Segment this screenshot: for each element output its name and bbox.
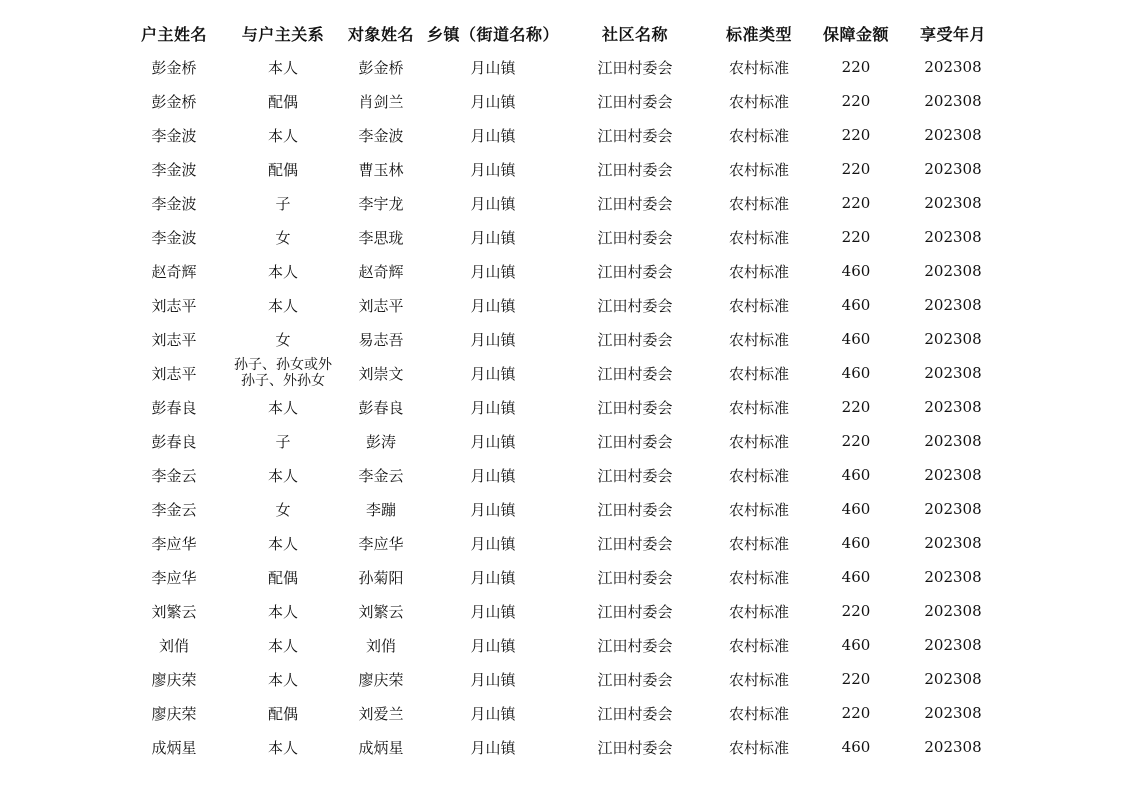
township-cell: 月山镇 bbox=[470, 398, 516, 417]
relationship-cell: 本人 bbox=[267, 126, 298, 145]
recipient-name-cell: 刘志平 bbox=[358, 296, 404, 315]
relationship-cell: 本人 bbox=[267, 602, 298, 621]
township-cell: 月山镇 bbox=[470, 466, 516, 485]
period-cell: 202308 bbox=[924, 432, 982, 450]
table-row bbox=[118, 220, 1002, 254]
township-cell: 月山镇 bbox=[470, 330, 516, 349]
householder-name-cell: 李金波 bbox=[151, 160, 197, 179]
standard-type-cell: 农村标准 bbox=[728, 296, 789, 315]
table-row bbox=[118, 560, 1002, 594]
table-row bbox=[118, 288, 1002, 322]
table-row bbox=[118, 526, 1002, 560]
header-recipient-name: 对象姓名 bbox=[347, 24, 414, 44]
period-cell: 202308 bbox=[924, 568, 982, 586]
relationship-cell: 配偶 bbox=[267, 160, 298, 179]
standard-type-cell: 农村标准 bbox=[728, 568, 789, 587]
standard-type-cell: 农村标准 bbox=[728, 330, 789, 349]
householder-name-cell: 彭金桥 bbox=[151, 58, 197, 77]
standard-type-cell: 农村标准 bbox=[728, 704, 789, 723]
township-cell: 月山镇 bbox=[470, 364, 516, 383]
householder-name-cell: 李金波 bbox=[151, 228, 197, 247]
period-cell: 202308 bbox=[924, 262, 982, 280]
township-cell: 月山镇 bbox=[470, 296, 516, 315]
period-cell: 202308 bbox=[924, 704, 982, 722]
amount-cell: 220 bbox=[841, 670, 871, 688]
recipient-name-cell: 廖庆荣 bbox=[358, 670, 404, 689]
township-cell: 月山镇 bbox=[470, 534, 516, 553]
community-cell: 江田村委会 bbox=[597, 602, 673, 621]
amount-cell: 460 bbox=[841, 534, 871, 552]
amount-cell: 460 bbox=[841, 364, 871, 382]
township-cell: 月山镇 bbox=[470, 262, 516, 281]
period-cell: 202308 bbox=[924, 670, 982, 688]
standard-type-cell: 农村标准 bbox=[728, 636, 789, 655]
period-cell: 202308 bbox=[924, 194, 982, 212]
relationship-cell: 子 bbox=[275, 432, 291, 451]
table-row bbox=[118, 390, 1002, 424]
recipient-name-cell: 李金云 bbox=[358, 466, 404, 485]
standard-type-cell: 农村标准 bbox=[728, 262, 789, 281]
community-cell: 江田村委会 bbox=[597, 160, 673, 179]
community-cell: 江田村委会 bbox=[597, 58, 673, 77]
community-cell: 江田村委会 bbox=[597, 568, 673, 587]
relationship-cell: 本人 bbox=[267, 58, 298, 77]
period-cell: 202308 bbox=[924, 296, 982, 314]
amount-cell: 220 bbox=[841, 398, 871, 416]
recipient-name-cell: 赵奇辉 bbox=[358, 262, 404, 281]
recipient-name-cell: 李应华 bbox=[358, 534, 404, 553]
householder-name-cell: 李金波 bbox=[151, 194, 197, 213]
table-row bbox=[118, 118, 1002, 152]
township-cell: 月山镇 bbox=[470, 432, 516, 451]
standard-type-cell: 农村标准 bbox=[728, 602, 789, 621]
relationship-cell: 本人 bbox=[267, 534, 298, 553]
township-cell: 月山镇 bbox=[470, 636, 516, 655]
relationship-cell: 本人 bbox=[267, 466, 298, 485]
table-row bbox=[118, 594, 1002, 628]
householder-name-cell: 李金云 bbox=[151, 466, 197, 485]
community-cell: 江田村委会 bbox=[597, 92, 673, 111]
table-row bbox=[118, 254, 1002, 288]
table-row bbox=[118, 84, 1002, 118]
amount-cell: 220 bbox=[841, 92, 871, 110]
community-cell: 江田村委会 bbox=[597, 738, 673, 757]
period-cell: 202308 bbox=[924, 534, 982, 552]
amount-cell: 220 bbox=[841, 126, 871, 144]
period-cell: 202308 bbox=[924, 398, 982, 416]
township-cell: 月山镇 bbox=[470, 704, 516, 723]
householder-name-cell: 刘志平 bbox=[151, 330, 197, 349]
standard-type-cell: 农村标准 bbox=[728, 364, 789, 383]
period-cell: 202308 bbox=[924, 602, 982, 620]
recipient-name-cell: 孙菊阳 bbox=[358, 568, 404, 587]
householder-name-cell: 李金波 bbox=[151, 126, 197, 145]
amount-cell: 460 bbox=[841, 568, 871, 586]
relationship-cell: 女 bbox=[275, 228, 291, 247]
standard-type-cell: 农村标准 bbox=[728, 738, 789, 757]
standard-type-cell: 农村标准 bbox=[728, 534, 789, 553]
standard-type-cell: 农村标准 bbox=[728, 398, 789, 417]
period-cell: 202308 bbox=[924, 500, 982, 518]
township-cell: 月山镇 bbox=[470, 670, 516, 689]
township-cell: 月山镇 bbox=[470, 92, 516, 111]
relationship-cell: 本人 bbox=[267, 398, 298, 417]
standard-type-cell: 农村标准 bbox=[728, 58, 789, 77]
table-row bbox=[118, 662, 1002, 696]
householder-name-cell: 廖庆荣 bbox=[151, 704, 197, 723]
amount-cell: 460 bbox=[841, 466, 871, 484]
table-header bbox=[118, 16, 1002, 50]
recipient-name-cell: 肖剑兰 bbox=[358, 92, 404, 111]
community-cell: 江田村委会 bbox=[597, 296, 673, 315]
standard-type-cell: 农村标准 bbox=[728, 500, 789, 519]
header-standard-type: 标准类型 bbox=[725, 24, 792, 44]
header-householder-name: 户主姓名 bbox=[140, 24, 207, 44]
householder-name-cell: 刘俏 bbox=[158, 636, 189, 655]
table-row bbox=[118, 152, 1002, 186]
recipient-name-cell: 刘繁云 bbox=[358, 602, 404, 621]
relationship-cell: 本人 bbox=[267, 670, 298, 689]
header-row bbox=[118, 16, 1002, 50]
recipient-name-cell: 易志吾 bbox=[358, 330, 404, 349]
recipient-name-cell: 刘俏 bbox=[365, 636, 396, 655]
amount-cell: 220 bbox=[841, 704, 871, 722]
community-cell: 江田村委会 bbox=[597, 670, 673, 689]
relationship-cell: 配偶 bbox=[267, 92, 298, 111]
recipient-name-cell: 彭金桥 bbox=[358, 58, 404, 77]
community-cell: 江田村委会 bbox=[597, 194, 673, 213]
relationship-cell: 本人 bbox=[267, 636, 298, 655]
table-row bbox=[118, 458, 1002, 492]
recipient-name-cell: 李蹦 bbox=[365, 500, 396, 519]
header-amount: 保障金额 bbox=[822, 24, 889, 44]
table-row bbox=[118, 492, 1002, 526]
relationship-cell: 配偶 bbox=[267, 704, 298, 723]
householder-name-cell: 赵奇辉 bbox=[151, 262, 197, 281]
amount-cell: 220 bbox=[841, 58, 871, 76]
relationship-cell: 本人 bbox=[267, 738, 298, 757]
recipient-name-cell: 刘崇文 bbox=[358, 364, 404, 383]
community-cell: 江田村委会 bbox=[597, 704, 673, 723]
householder-name-cell: 刘志平 bbox=[151, 364, 197, 383]
township-cell: 月山镇 bbox=[470, 500, 516, 519]
standard-type-cell: 农村标准 bbox=[728, 194, 789, 213]
relationship-cell: 本人 bbox=[267, 296, 298, 315]
community-cell: 江田村委会 bbox=[597, 534, 673, 553]
amount-cell: 460 bbox=[841, 296, 871, 314]
relationship-cell: 女 bbox=[275, 500, 291, 519]
relationship-cell: 孙子、孙女或外孙子、外孙女 bbox=[234, 357, 332, 389]
community-cell: 江田村委会 bbox=[597, 500, 673, 519]
householder-name-cell: 刘志平 bbox=[151, 296, 197, 315]
table-row bbox=[118, 50, 1002, 84]
householder-name-cell: 李应华 bbox=[151, 568, 197, 587]
recipient-name-cell: 彭涛 bbox=[365, 432, 396, 451]
township-cell: 月山镇 bbox=[470, 160, 516, 179]
community-cell: 江田村委会 bbox=[597, 228, 673, 247]
period-cell: 202308 bbox=[924, 228, 982, 246]
householder-name-cell: 刘繁云 bbox=[151, 602, 197, 621]
community-cell: 江田村委会 bbox=[597, 466, 673, 485]
standard-type-cell: 农村标准 bbox=[728, 466, 789, 485]
township-cell: 月山镇 bbox=[470, 58, 516, 77]
township-cell: 月山镇 bbox=[470, 126, 516, 145]
householder-name-cell: 李应华 bbox=[151, 534, 197, 553]
relationship-cell: 配偶 bbox=[267, 568, 298, 587]
table-row bbox=[118, 322, 1002, 356]
recipient-name-cell: 彭春良 bbox=[358, 398, 404, 417]
table-row bbox=[118, 356, 1002, 390]
township-cell: 月山镇 bbox=[470, 602, 516, 621]
amount-cell: 460 bbox=[841, 636, 871, 654]
period-cell: 202308 bbox=[924, 92, 982, 110]
recipient-name-cell: 李宇龙 bbox=[358, 194, 404, 213]
amount-cell: 220 bbox=[841, 228, 871, 246]
recipient-name-cell: 李金波 bbox=[358, 126, 404, 145]
amount-cell: 460 bbox=[841, 738, 871, 756]
community-cell: 江田村委会 bbox=[597, 262, 673, 281]
beneficiary-table bbox=[118, 16, 1002, 764]
header-period: 享受年月 bbox=[919, 24, 986, 44]
header-township: 乡镇（街道名称） bbox=[426, 24, 559, 44]
recipient-name-cell: 李思珑 bbox=[358, 228, 404, 247]
table-row bbox=[118, 186, 1002, 220]
amount-cell: 460 bbox=[841, 262, 871, 280]
householder-name-cell: 成炳星 bbox=[151, 738, 197, 757]
period-cell: 202308 bbox=[924, 636, 982, 654]
recipient-name-cell: 曹玉林 bbox=[358, 160, 404, 179]
township-cell: 月山镇 bbox=[470, 228, 516, 247]
township-cell: 月山镇 bbox=[470, 194, 516, 213]
period-cell: 202308 bbox=[924, 58, 982, 76]
table-row bbox=[118, 628, 1002, 662]
householder-name-cell: 廖庆荣 bbox=[151, 670, 197, 689]
standard-type-cell: 农村标准 bbox=[728, 670, 789, 689]
relationship-cell: 本人 bbox=[267, 262, 298, 281]
community-cell: 江田村委会 bbox=[597, 636, 673, 655]
householder-name-cell: 彭春良 bbox=[151, 432, 197, 451]
community-cell: 江田村委会 bbox=[597, 398, 673, 417]
standard-type-cell: 农村标准 bbox=[728, 126, 789, 145]
amount-cell: 220 bbox=[841, 194, 871, 212]
period-cell: 202308 bbox=[924, 330, 982, 348]
header-relationship: 与户主关系 bbox=[241, 24, 325, 44]
householder-name-cell: 彭春良 bbox=[151, 398, 197, 417]
standard-type-cell: 农村标准 bbox=[728, 432, 789, 451]
community-cell: 江田村委会 bbox=[597, 126, 673, 145]
householder-name-cell: 李金云 bbox=[151, 500, 197, 519]
table-row bbox=[118, 696, 1002, 730]
table-body bbox=[118, 50, 1002, 764]
relationship-cell: 女 bbox=[275, 330, 291, 349]
recipient-name-cell: 刘爱兰 bbox=[358, 704, 404, 723]
period-cell: 202308 bbox=[924, 466, 982, 484]
period-cell: 202308 bbox=[924, 738, 982, 756]
householder-name-cell: 彭金桥 bbox=[151, 92, 197, 111]
amount-cell: 460 bbox=[841, 500, 871, 518]
community-cell: 江田村委会 bbox=[597, 330, 673, 349]
township-cell: 月山镇 bbox=[470, 568, 516, 587]
amount-cell: 220 bbox=[841, 432, 871, 450]
recipient-name-cell: 成炳星 bbox=[358, 738, 404, 757]
period-cell: 202308 bbox=[924, 160, 982, 178]
standard-type-cell: 农村标准 bbox=[728, 92, 789, 111]
community-cell: 江田村委会 bbox=[597, 364, 673, 383]
township-cell: 月山镇 bbox=[470, 738, 516, 757]
relationship-cell: 子 bbox=[275, 194, 291, 213]
standard-type-cell: 农村标准 bbox=[728, 160, 789, 179]
table-row bbox=[118, 424, 1002, 458]
amount-cell: 460 bbox=[841, 330, 871, 348]
amount-cell: 220 bbox=[841, 160, 871, 178]
standard-type-cell: 农村标准 bbox=[728, 228, 789, 247]
period-cell: 202308 bbox=[924, 364, 982, 382]
community-cell: 江田村委会 bbox=[597, 432, 673, 451]
amount-cell: 220 bbox=[841, 602, 871, 620]
header-community: 社区名称 bbox=[601, 24, 668, 44]
table-row bbox=[118, 730, 1002, 764]
period-cell: 202308 bbox=[924, 126, 982, 144]
